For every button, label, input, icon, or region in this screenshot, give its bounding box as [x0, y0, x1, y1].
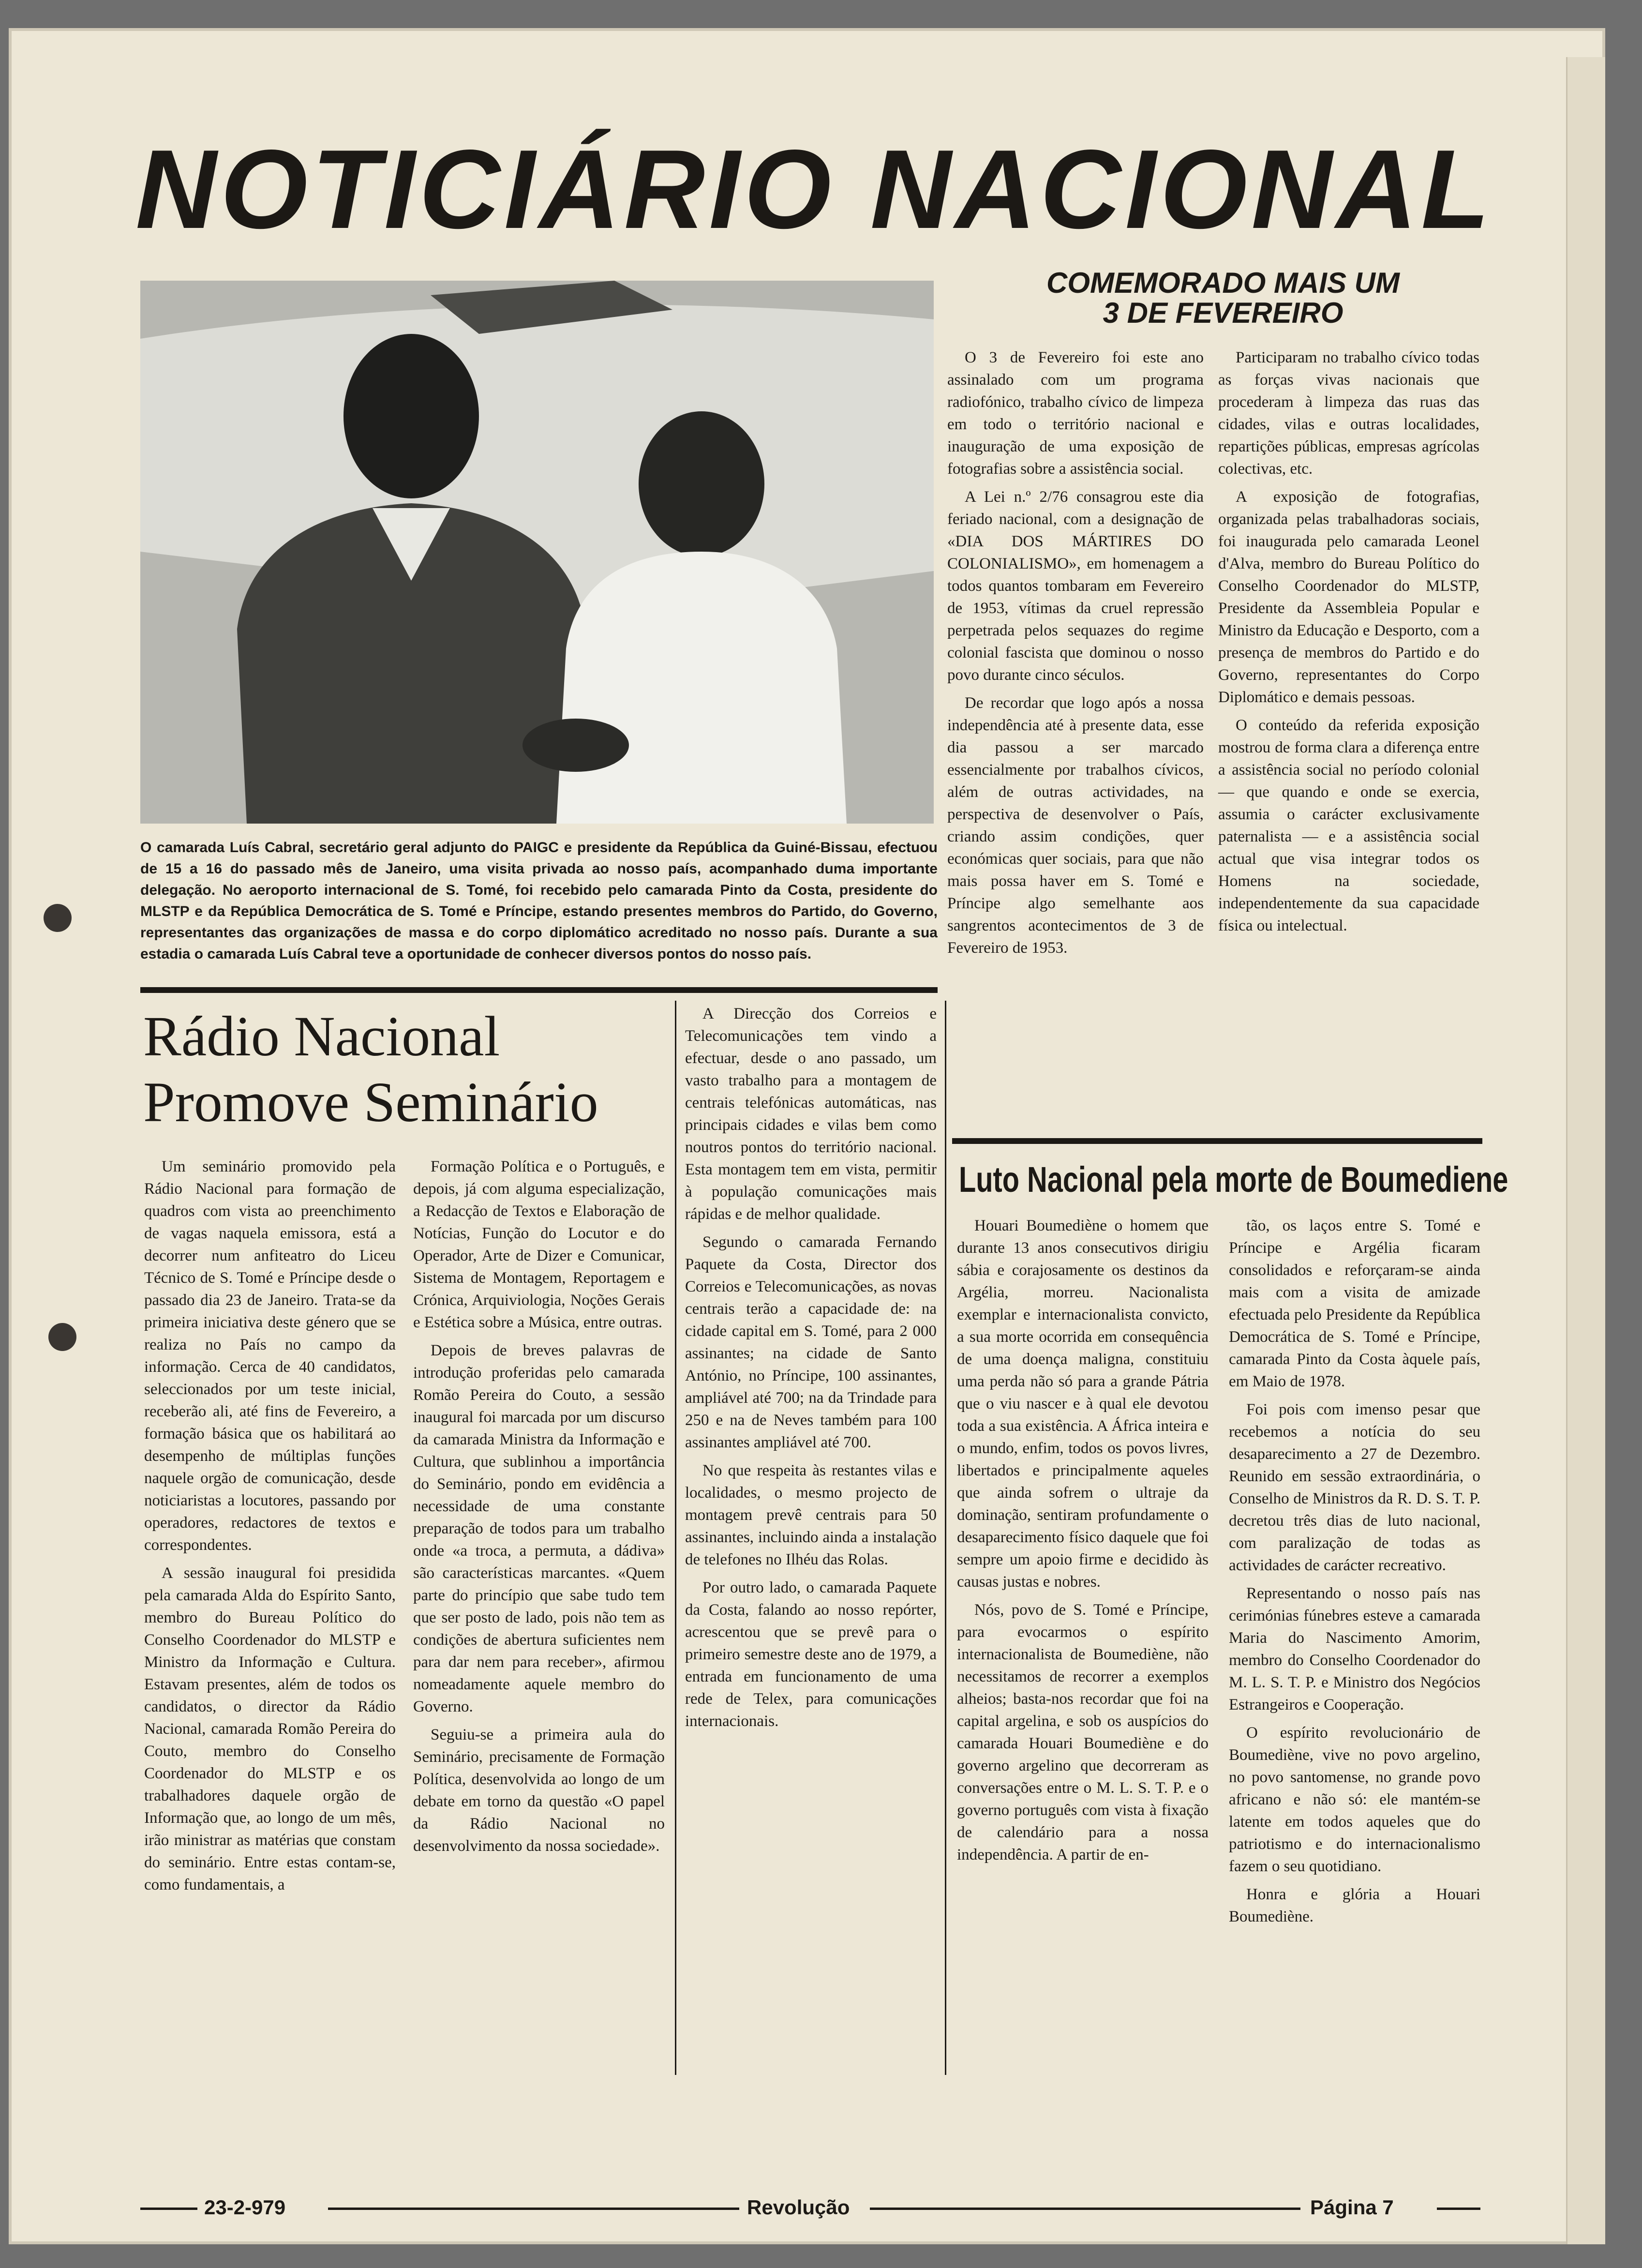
footer-rule [140, 2208, 197, 2210]
paragraph: A exposição de fotografias, organizada pelas trabalhadoras sociais, foi inaugurada pelo camarada Leonel d'Alva, membro do Bureau Político do Conselho Coordenador do MLSTP, Presidente da Assembleia Popular e Ministro da Educação e Desporto, com a presença de membros do Partido e do Governo, representantes do Corpo Diplomático e demais pessoas. [1218, 488, 1479, 706]
paragraph: Segundo o camarada Fernando Paquete da Costa, Director dos Correios e Telecomunicações, as novas centrais terão a capacidade de: na cidade capital em S. Tomé, para 2 000 assinantes; na cidade de Santo António, no Príncipe, 100 assinantes, ampliável até 700; na da Trindade para 250 e na de Neves também para 100 assinantes ampliável até 700. [685, 1233, 937, 1451]
fevereiro-headline-line-1: COMEMORADO MAIS UM [1046, 267, 1400, 299]
column-rule [945, 1001, 946, 2075]
paragraph: Formação Política e o Português, e depois, já com alguma especialização, a Redacção de Textos e Elaboração de Notícias, Função do Locutor e do Operador, Arte de Dizer e Comunicar, Sistema de Montagem, Reportagem e Crónica, Arquiviologia, Noções Gerais e Estética sobre a Música, entre outras. [413, 1158, 665, 1331]
luto-column-1 [957, 1215, 1209, 1872]
paragraph: Um seminário promovido pela Rádio Nacional para formação de quadros com vista ao preenchimento de vagas naquela emissora, está a decorrer num anfiteatro do Liceu Técnico de S. Tomé e Príncipe desde o passado dia 23 de Janeiro. Trata-se da primeira iniciativa deste género que se realiza no País no campo da informação. Cerca de 40 candidatos, seleccionados por um teste inicial, receberão ali, até fins de Fevereiro, a formação básica que os habilitará ao desempenho de múltiplas funções naquele orgão de comunicação, desde noticiaristas a locutores, passando por operadores, redactores de textos e correspondentes. [144, 1158, 396, 1554]
fevereiro-column-2 [1218, 346, 1479, 943]
paragraph: A Lei n.º 2/76 consagrou este dia feriado nacional, com a designação de «DIA DOS MÁRTIRES DO COLONIALISMO», em homenagem a todos quantos tombaram em Fevereiro de 1953, vítimas da cruel repressão perpetrada pelos sequazes do regime colonial fascista que dominou o nosso povo durante cinco séculos. [947, 488, 1204, 684]
paragraph: Houari Boumediène o homem que durante 13 anos consecutivos dirigiu sábia e corajosamente os destinos da Argélia, morreu. Nacionalista exemplar e internacionalista convicto, a sua morte ocorrida em consequência de uma doença maligna, constituiu uma perda não só para a grande Pátria que o viu nascer e à qual ele devotou toda a sua existência. A África inteira e o mundo, enfim, todos os povos livres, libertados e principalmente aqueles que ainda sofrem o ultraje da dominação, sentiram profundamente o desaparecimento físico daquele que foi sempre um apoio firme e decidido às causas justas e nobres. [957, 1217, 1209, 1591]
paragraph: O conteúdo da referida exposição mostrou de forma clara a diferença entre a assistência social no período colonial — que quando e onde se exercia, assumia o carácter exclusivamente paternalista — e a assistência social actual que visa integrar todos os Homens na sociedade, independentemente da sua capacidade física ou intelectual. [1218, 717, 1479, 934]
photo-illustration [140, 281, 934, 824]
footer-rule [870, 2208, 1300, 2210]
paragraph: A Direcção dos Correios e Telecomunicações tem vindo a efectuar, desde o ano passado, um vasto trabalho para a montagem de centrais telefónicas automáticas, nas principais cidades e vilas bem como noutros pontos do território nacional. Esta montagem tem em vista, permitir à população comunicações mais rápidas e de melhor qualidade. [685, 1005, 937, 1223]
luto-headline: Luto Nacional pela morte de Boumediene [959, 1159, 1508, 1200]
footer-publication: Revolução [747, 2196, 850, 2219]
paragraph: Honra e glória a Houari Boumediène. [1229, 1886, 1480, 1925]
radio-column-2 [413, 1156, 665, 1863]
paragraph: Representando o nosso país nas cerimónias fúnebres esteve a camarada Maria do Nascimento Amorim, membro do Conselho Coordenador do M. L. S. T. P. e Ministro dos Negócios Estrangeiros e Cooperação. [1229, 1585, 1480, 1713]
footer-date: 23-2-979 [204, 2196, 286, 2219]
luto-column-2 [1229, 1215, 1480, 1934]
paragraph: tão, os laços entre S. Tomé e Príncipe e Argélia ficaram consolidados e reforçaram-se ainda mais com a visita de amizade efectuada pelo Presidente da República Democrática de S. Tomé e Príncipe, camarada Pinto da Costa àquele país, em Maio de 1978. [1229, 1217, 1480, 1390]
radio-column-1 [144, 1156, 396, 1902]
fevereiro-headline [957, 268, 1489, 328]
correios-column [685, 1003, 937, 1738]
section-rule [140, 987, 938, 993]
paragraph: De recordar que logo após a nossa independência até à presente data, esse dia passou a ser marcado essencialmente por trabalhos cívicos, além de outras actividades, na perspectiva de desenvolver o País, criando assim condições, quer económicas quer sociais, para que não mais possa haver em S. Tomé e Príncipe algo semelhante aos sangrentos acontecimentos de 3 de Fevereiro de 1953. [947, 694, 1204, 957]
column-rule [675, 1001, 676, 2075]
section-rule [952, 1138, 1482, 1144]
fevereiro-headline-line-2: 3 DE FEVEREIRO [1103, 297, 1343, 329]
news-photo [140, 281, 934, 824]
photo-caption: O camarada Luís Cabral, secretário geral adjunto do PAIGC e presidente da República da Guiné-Bissau, efectuou de 15 a 16 do passado mês de Janeiro, uma visita privada ao nosso país, acompanhado duma importante delegação. No aeroporto internacional de S. Tomé, foi recebido pelo camarada Pinto da Costa, presidente do MLSTP e da República Democrática de S. Tomé e Príncipe, estando presentes membros do Partido, do Governo, representantes das organizações de massa e do corpo diplomático acreditado no nosso país. Durante a sua estadia o camarada Luís Cabral teve a oportunidade de conhecer diversos pontos do nosso país. [140, 840, 938, 962]
paragraph: Participaram no trabalho cívico todas as forças vivas nacionais que procederam à limpeza das ruas das cidades, vilas e outras localidades, repartições públicas, empresas agrícolas colectivas, etc. [1218, 349, 1479, 478]
fevereiro-column-1 [947, 346, 1204, 965]
footer-rule [328, 2208, 739, 2210]
radio-headline [143, 1004, 671, 1135]
paragraph: O espírito revolucionário de Boumediène, vive no povo argelino, no povo santomense, no grande povo africano e não só: ele mantém-se latente em todos aqueles que do patriotismo e do internacionalismo fazem o seu quotidiano. [1229, 1724, 1480, 1875]
footer-page-number: Página 7 [1310, 2196, 1394, 2219]
page-edge [1566, 57, 1605, 2244]
radio-headline-line-1: Rádio Nacional [143, 1005, 500, 1068]
paragraph: Foi pois com imenso pesar que recebemos a notícia do seu desaparecimento a 27 de Dezembro. Reunido em sessão extraordinária, o Conselho de Ministros da R. D. S. T. P. decretou três dias de luto nacional, com paralização de todas as actividades de carácter recreativo. [1229, 1401, 1480, 1574]
punch-hole [44, 904, 72, 932]
paragraph: Depois de breves palavras de introdução proferidas pelo camarada Romão Pereira do Couto, a sessão inaugural foi marcada por um discurso da camarada Ministra da Informação e Cultura, que sublinhou a importância do Seminário, pondo em evidência a necessidade de uma constante preparação de todos para um trabalho onde «a troca, a permuta, a dádiva» são características marcantes. «Quem parte do princípio que sabe tudo tem que ser posto de lado, pois não tem as condições de abertura suficientes nem para dar nem para receber», afirmou nomeadamente aquele membro do Governo. [413, 1342, 665, 1715]
footer-rule [1437, 2208, 1480, 2210]
punch-hole [48, 1323, 76, 1351]
paragraph: No que respeita às restantes vilas e localidades, o mesmo projecto de montagem prevê centrais para 50 assinantes, incluindo ainda a instalação de telefones no Ilhéu das Rolas. [685, 1462, 937, 1568]
masthead: NOTICIÁRIO NACIONAL [135, 127, 1493, 252]
radio-headline-line-2: Promove Seminário [143, 1070, 598, 1134]
paragraph: Nós, povo de S. Tomé e Príncipe, para evocarmos o espírito internacionalista de Boumediène, não necessitamos de recorrer a exemplos alheios; basta-nos recordar que foi na capital argelina, e sob os auspícios do camarada Houari Boumediène e do governo argelino que decorreram as conversações entre o M. L. S. T. P. e o governo português com vista à fixação de calendário para a nossa independência. A partir de en- [957, 1601, 1209, 1863]
paragraph: O 3 de Fevereiro foi este ano assinalado com um programa radiofónico, trabalho cívico de limpeza em todo o território nacional e inauguração de uma exposição de fotografias sobre a assistência social. [947, 349, 1204, 478]
newspaper-page [9, 28, 1605, 2244]
paragraph: Por outro lado, o camarada Paquete da Costa, falando ao nosso repórter, acrescentou que se prevê para o primeiro semestre deste ano de 1979, a entrada em funcionamento de uma rede de Telex, para comunicações internacionais. [685, 1579, 937, 1730]
paragraph: A sessão inaugural foi presidida pela camarada Alda do Espírito Santo, membro do Bureau Político do Conselho Coordenador do MLSTP e Ministro da Informação e Cultura. Estavam presentes, além de todos os candidatos, o director da Rádio Nacional, camarada Romão Pereira do Couto, membro do Conselho Coordenador do MLSTP e os trabalhadores daquele orgão de Informação que, ao longo de um mês, irão ministrar as matérias que constam do seminário. Entre estas contam-se, como fundamentais, a [144, 1564, 396, 1893]
paragraph: Seguiu-se a primeira aula do Seminário, precisamente de Formação Política, desenvolvida ao longo de um debate em torno da questão «O papel da Rádio Nacional no desenvolvimento da nossa sociedade». [413, 1726, 665, 1855]
